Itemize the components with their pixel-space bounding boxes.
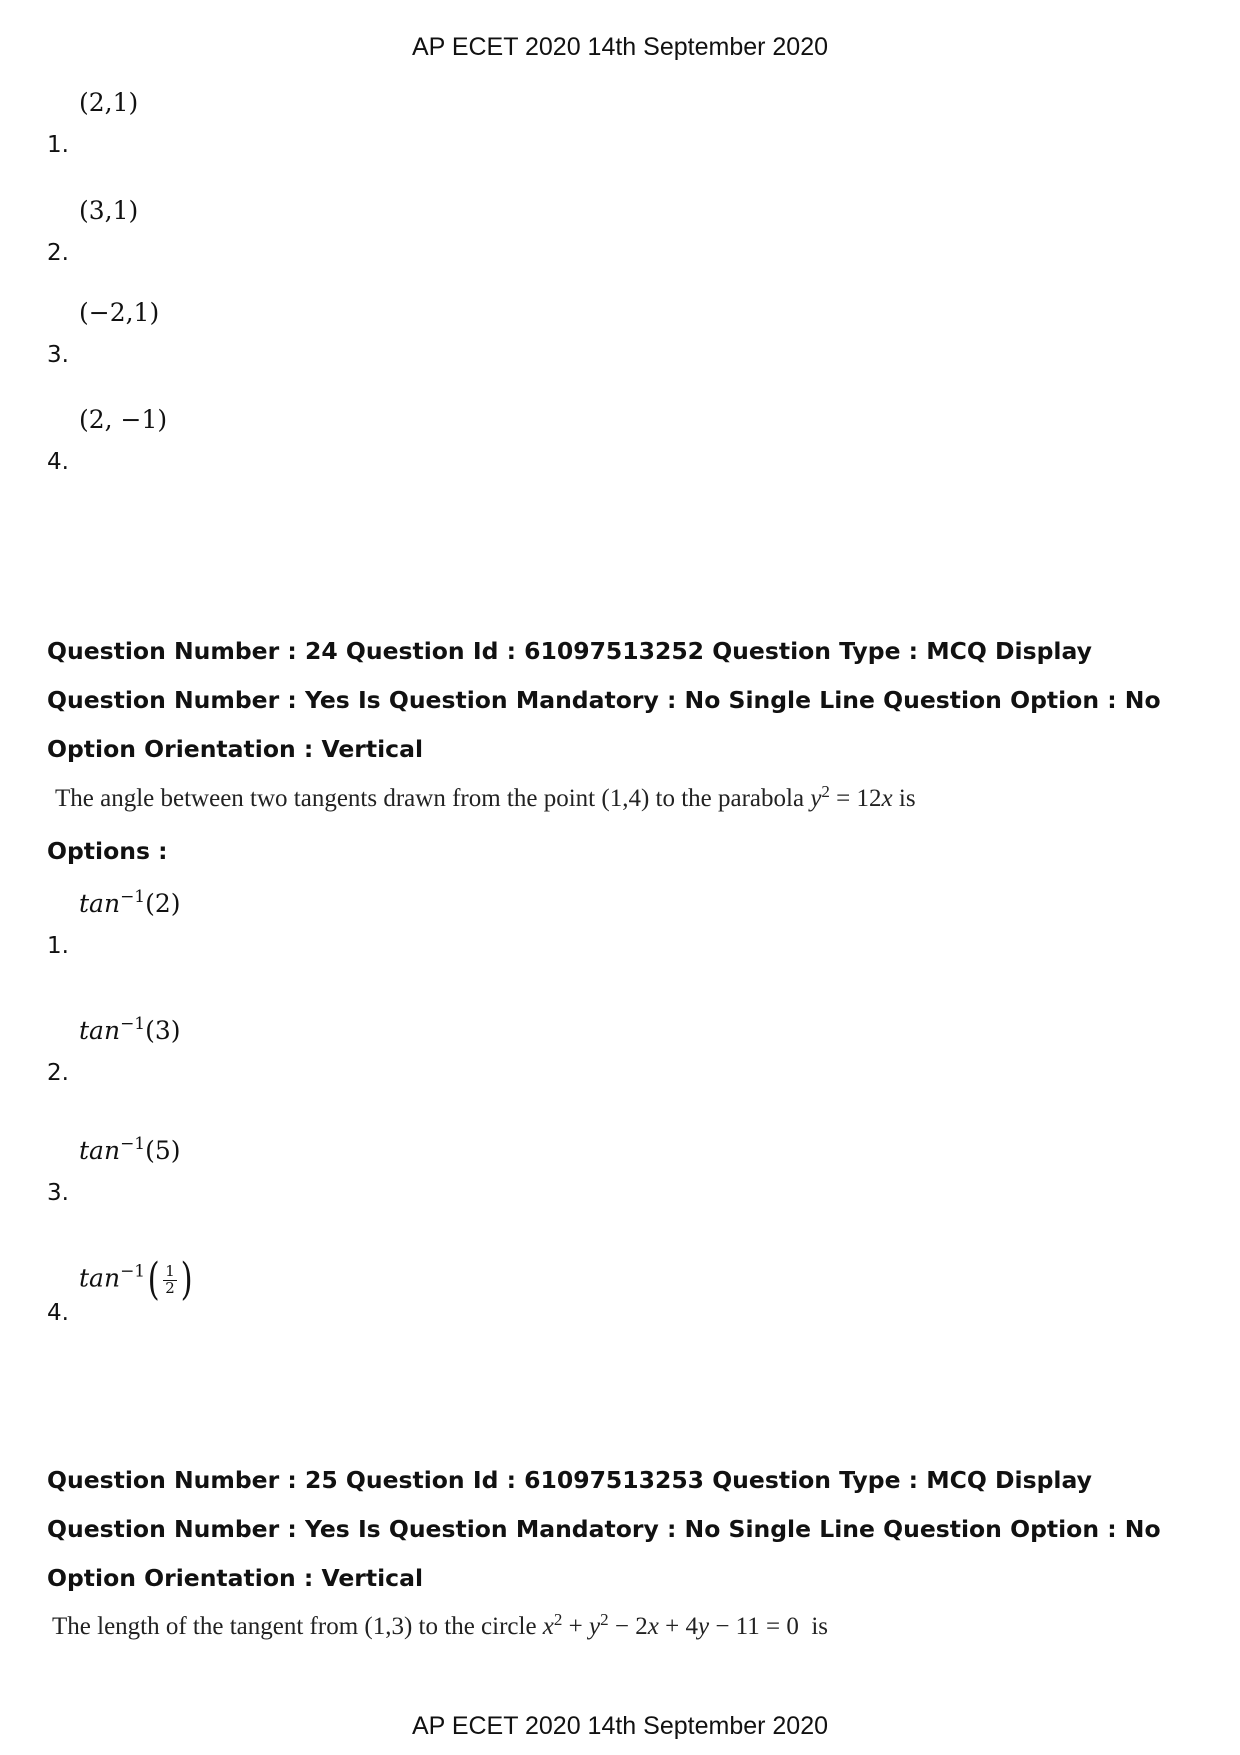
page-footer: AP ECET 2020 14th September 2020 bbox=[411, 1712, 829, 1740]
question-25-text bbox=[52, 1610, 829, 1641]
math-operator: − 11 = 0 bbox=[709, 1613, 799, 1640]
option-value: (3,1) bbox=[79, 196, 139, 225]
math-variable: y bbox=[589, 1613, 601, 1640]
option-value: (2,1) bbox=[79, 88, 139, 117]
math-function: tan bbox=[79, 1016, 121, 1045]
fraction-group: ( $\frac{1}{2}$ ) bbox=[147, 1254, 193, 1305]
option-value bbox=[79, 889, 181, 918]
math-function: tan bbox=[79, 1136, 121, 1165]
math-function: tan bbox=[79, 889, 121, 918]
math-variable: x bbox=[542, 1613, 554, 1640]
option-value bbox=[79, 1254, 195, 1305]
math-exponent: −1 bbox=[120, 1134, 146, 1154]
math-argument: (5) bbox=[145, 1136, 181, 1165]
q24-option-3[interactable] bbox=[47, 1136, 647, 1206]
math-variable: x bbox=[881, 785, 893, 812]
option-2[interactable] bbox=[47, 196, 647, 266]
math-exponent: −1 bbox=[120, 1261, 146, 1282]
option-number: 4. bbox=[47, 1300, 69, 1326]
math-function: tan bbox=[79, 1263, 121, 1293]
q24-option-4[interactable] bbox=[47, 1254, 647, 1326]
option-value: (2, −1) bbox=[79, 405, 168, 434]
math-argument: (3) bbox=[145, 1016, 181, 1045]
math-argument: (2) bbox=[145, 889, 181, 918]
option-number: 3. bbox=[47, 1180, 69, 1206]
option-value: (−2,1) bbox=[79, 298, 160, 327]
fraction-denominator: 2 bbox=[165, 1278, 175, 1297]
math-exponent: −1 bbox=[120, 1014, 146, 1034]
option-number: 2. bbox=[47, 1060, 69, 1086]
math-variable: y bbox=[697, 1613, 710, 1640]
fraction-numerator: 1 bbox=[165, 1261, 175, 1280]
math-exponent: 2 bbox=[821, 782, 830, 801]
question-24-meta: Question Number : 24 Question Id : 61097513252 Question Type : MCQ Display Question Number : Yes Is Question Mandatory : No Single Line Question Option : No Option Orientation : Vertical bbox=[47, 637, 1161, 763]
question-25-meta: Question Number : 25 Question Id : 61097513253 Question Type : MCQ Display Question Number : Yes Is Question Mandatory : No Single Line Question Option : No Option Orientation : Vertical bbox=[47, 1466, 1161, 1592]
q24-option-1[interactable] bbox=[47, 889, 647, 959]
math-variable: x bbox=[647, 1613, 659, 1640]
q24-option-2[interactable] bbox=[47, 1016, 647, 1086]
question-24-text bbox=[55, 782, 916, 813]
option-1[interactable] bbox=[47, 88, 647, 158]
option-3[interactable] bbox=[47, 298, 647, 368]
option-value bbox=[79, 1016, 181, 1045]
option-value bbox=[79, 1136, 181, 1165]
question-text-part: is bbox=[798, 1613, 829, 1640]
math-operator: + 4 bbox=[658, 1613, 698, 1640]
option-number: 4. bbox=[47, 449, 69, 475]
question-text-part: = 12 bbox=[829, 785, 882, 812]
fraction bbox=[162, 1261, 178, 1297]
option-4[interactable] bbox=[47, 405, 647, 475]
page-header: AP ECET 2020 14th September 2020 bbox=[411, 33, 829, 61]
option-number: 3. bbox=[47, 342, 69, 368]
option-number: 1. bbox=[47, 132, 69, 158]
math-operator: − 2 bbox=[608, 1613, 648, 1640]
question-text-part: is bbox=[892, 785, 916, 812]
math-exponent: 2 bbox=[600, 1610, 609, 1629]
option-number: 1. bbox=[47, 933, 69, 959]
math-variable: y bbox=[810, 785, 822, 812]
question-text-part: The angle between two tangents drawn from the point (1,4) to the parabola bbox=[55, 785, 811, 812]
options-label: Options : bbox=[47, 837, 168, 865]
math-operator: + bbox=[562, 1613, 590, 1640]
math-exponent: 2 bbox=[553, 1610, 563, 1629]
question-text-part: The length of the tangent from (1,3) to the circle bbox=[52, 1613, 543, 1640]
option-number: 2. bbox=[47, 240, 69, 266]
math-exponent: −1 bbox=[120, 887, 146, 907]
